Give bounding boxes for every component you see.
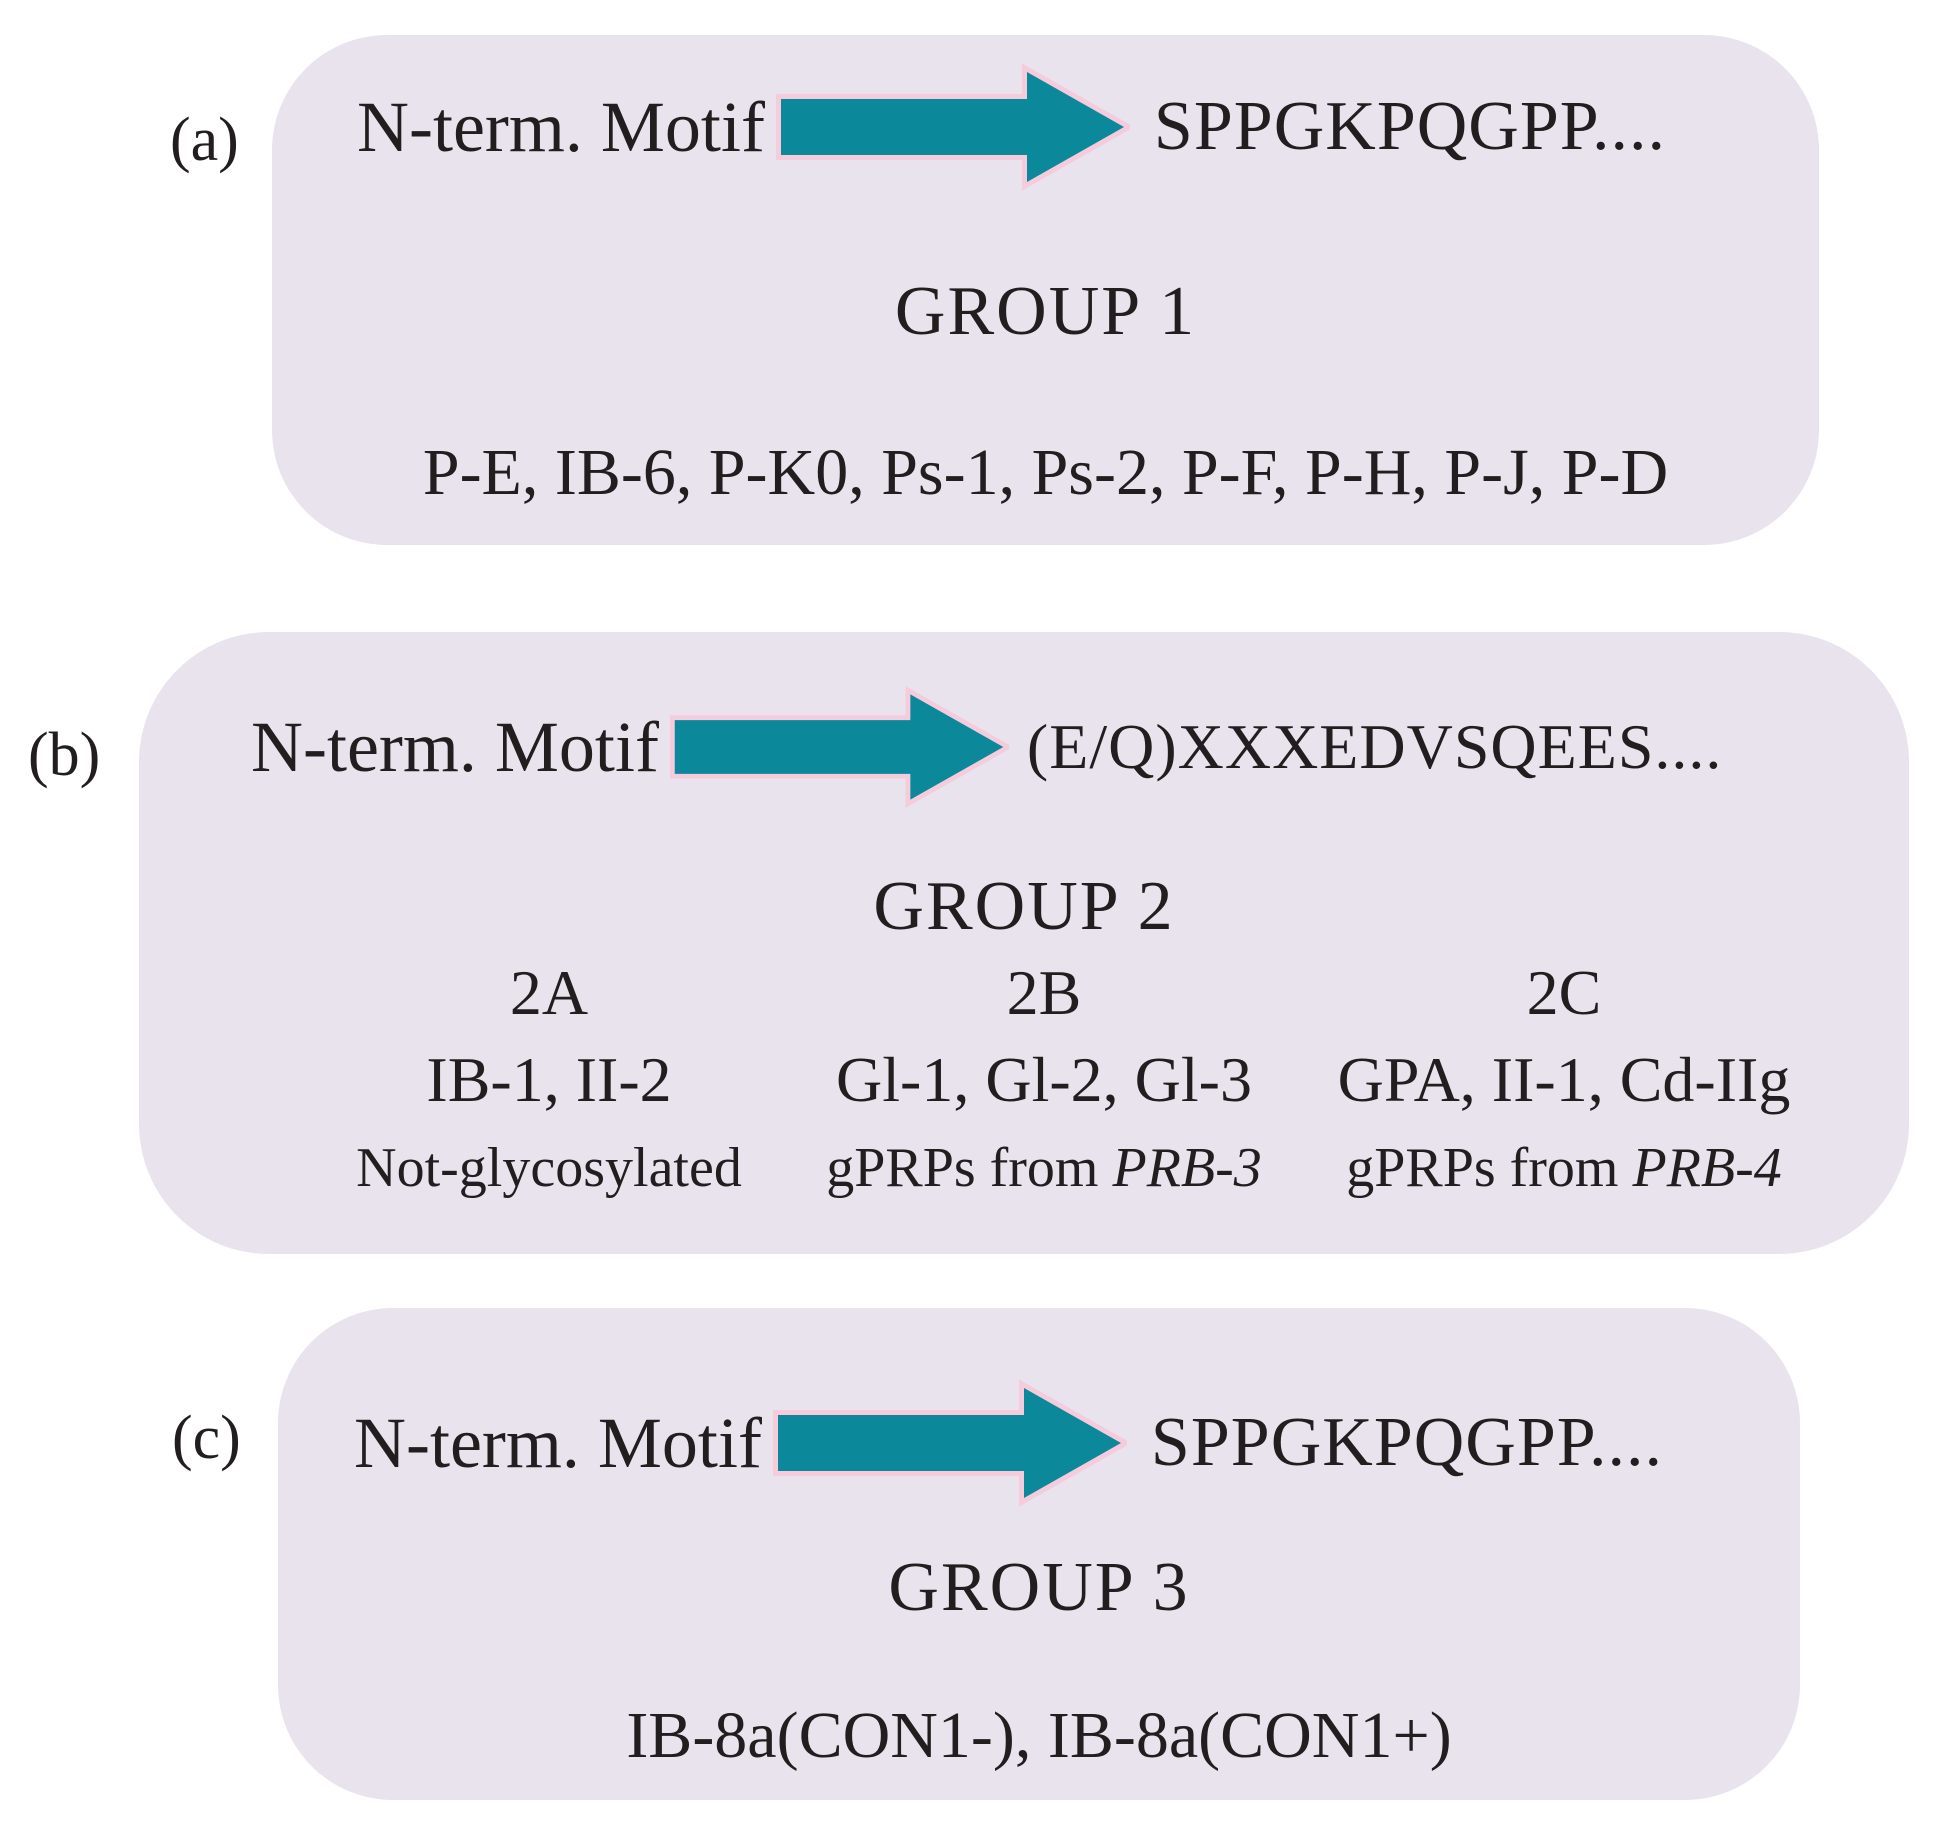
panel-c-motif-label: N-term. Motif (354, 1402, 762, 1483)
subgroup-2b-name: 2B (1006, 957, 1082, 1028)
panel-a-group-title: GROUP 1 (894, 273, 1197, 350)
panel-b-motif-label: N-term. Motif (251, 706, 659, 787)
subgroup-2b-note (794, 1126, 1294, 1210)
subgroup-2b-note-text: gPRPs from (826, 1137, 1113, 1199)
subgroup-2c (1279, 952, 1849, 1210)
panel-b-motif-row (139, 677, 1909, 817)
panel-c-motif-row (278, 1373, 1800, 1513)
panel-b-label: (b) (28, 721, 101, 789)
subgroup-2a-members: IB-1, II-2 (426, 1044, 672, 1115)
panel-c-sequence: SPPGKPQGPP.... (1150, 1404, 1663, 1481)
panel-c-group-title: GROUP 3 (888, 1549, 1190, 1626)
panel-a-label: (a) (170, 106, 239, 174)
panel-b-box (139, 632, 1909, 1254)
subgroup-2c-note-gene: PRB-4 (1632, 1137, 1782, 1199)
panel-c-label: (c) (172, 1404, 241, 1472)
subgroup-2c-members: GPA, II-1, Cd-IIg (1337, 1044, 1791, 1115)
subgroup-2a-note (279, 1126, 819, 1210)
subgroup-2a (279, 952, 819, 1210)
panel-b-group-title: GROUP 2 (873, 868, 1175, 945)
right-arrow-icon (775, 52, 1130, 202)
panel-b-sequence: (E/Q)XXXEDVSQEES.... (1026, 711, 1723, 782)
panel-a-members: P-E, IB-6, P-K0, Ps-1, Ps-2, P-F, P-H, P-J, P-D (422, 436, 1669, 509)
panel-c-members: IB-8a(CON1-), IB-8a(CON1+) (626, 1699, 1452, 1772)
subgroup-2c-name: 2C (1526, 957, 1602, 1028)
right-arrow-icon (669, 672, 1009, 822)
panel-a-box (272, 35, 1819, 545)
panel-c-box (278, 1308, 1800, 1800)
panel-a-motif-row (272, 57, 1819, 197)
panel-a-sequence: SPPGKPQGPP.... (1153, 88, 1666, 165)
panel-a-motif-label: N-term. Motif (357, 86, 765, 167)
subgroup-2c-note (1279, 1126, 1849, 1210)
right-arrow-icon (772, 1368, 1127, 1518)
subgroup-2b (794, 952, 1294, 1210)
subgroup-2a-name: 2A (509, 957, 589, 1028)
subgroup-2b-members: Gl-1, Gl-2, Gl-3 (836, 1044, 1252, 1115)
subgroup-2a-note-text: Not-glycosylated (356, 1137, 742, 1199)
subgroup-2b-note-gene: PRB-3 (1112, 1137, 1262, 1199)
subgroup-2c-note-text: gPRPs from (1346, 1137, 1633, 1199)
